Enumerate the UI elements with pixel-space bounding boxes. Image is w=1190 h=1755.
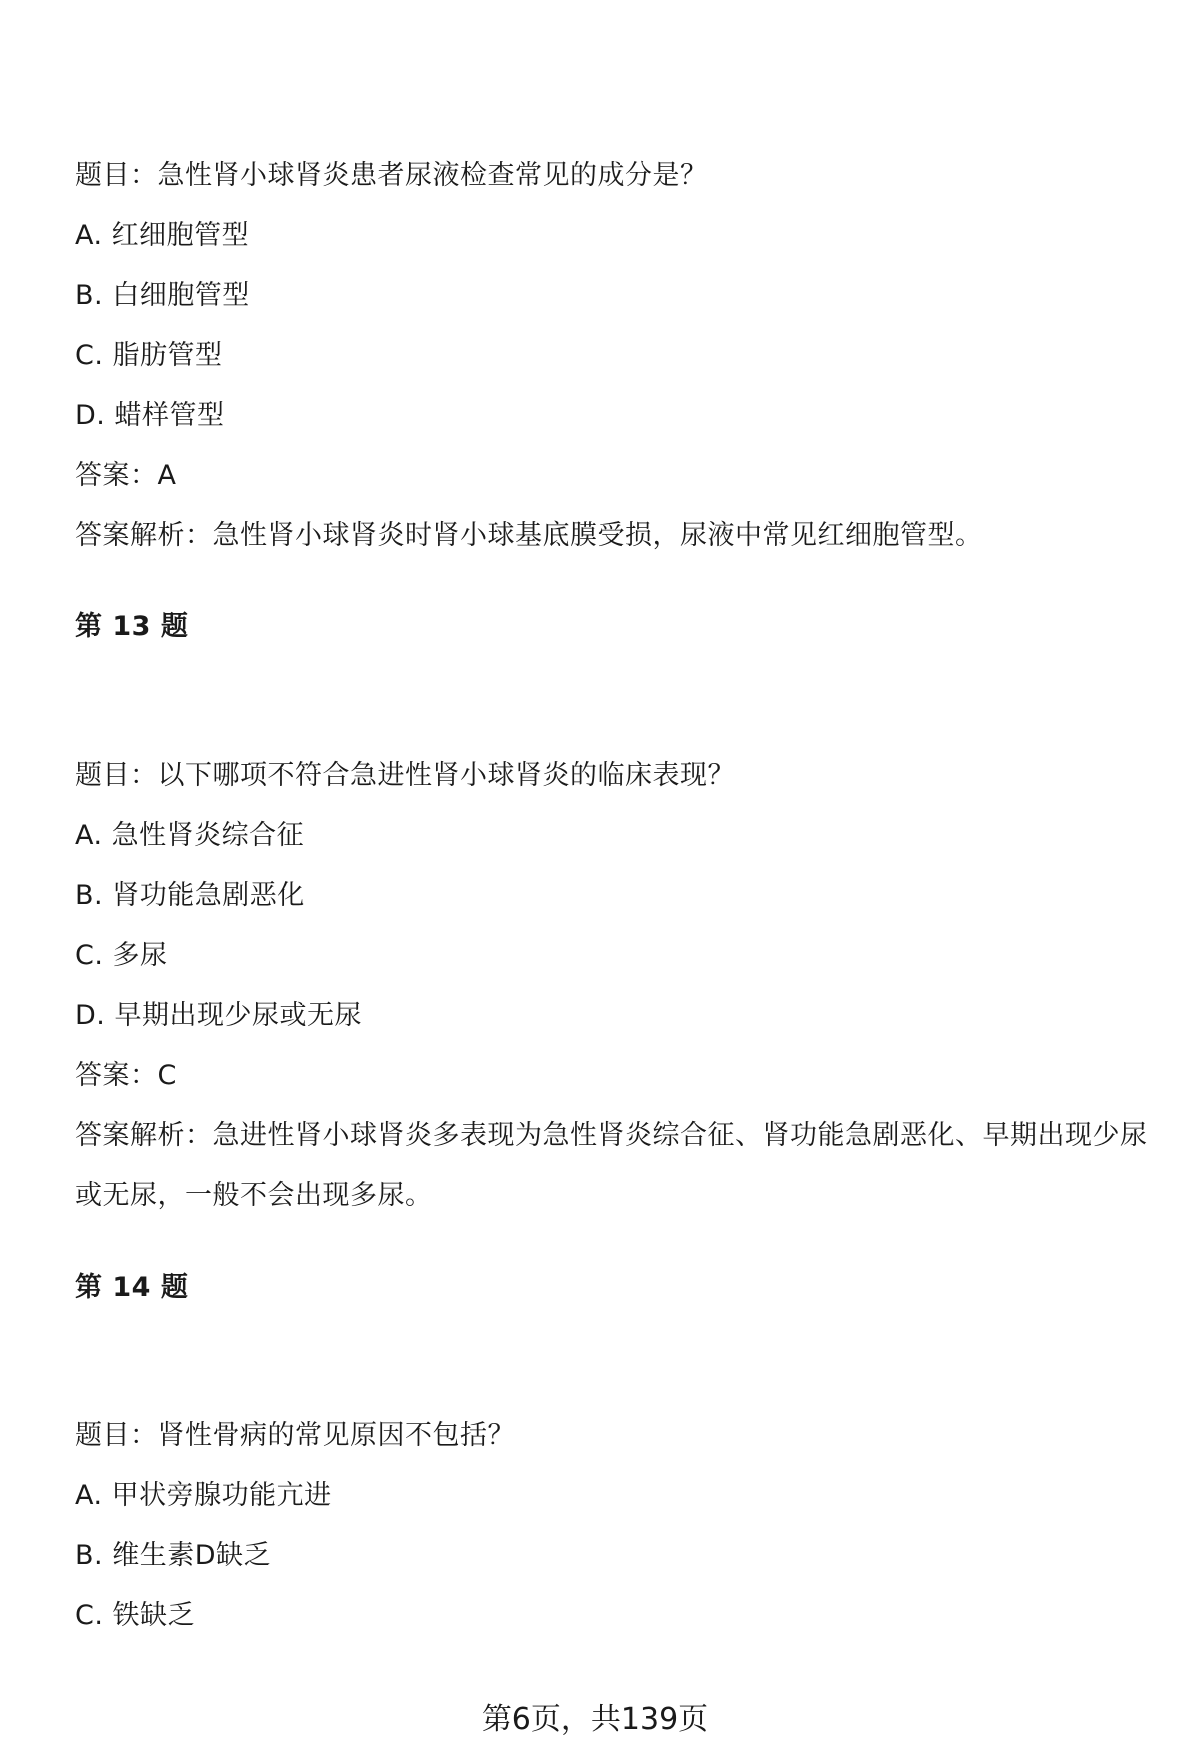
option-a: A. 红细胞管型 bbox=[75, 220, 250, 251]
option-b: B. 肾功能急剧恶化 bbox=[75, 880, 305, 911]
option-c: C. 多尿 bbox=[75, 940, 168, 971]
option-b: B. 维生素D缺乏 bbox=[75, 1540, 271, 1571]
answer: 答案：C bbox=[75, 1060, 177, 1091]
answer-explanation: 答案解析：急性肾小球肾炎时肾小球基底膜受损，尿液中常见红细胞管型。 bbox=[75, 520, 983, 551]
page-number: 第6页，共139页 bbox=[481, 1702, 709, 1737]
option-c: C. 铁缺乏 bbox=[75, 1600, 196, 1631]
option-a: A. 甲状旁腺功能亢进 bbox=[75, 1480, 332, 1511]
answer: 答案：A bbox=[75, 460, 177, 491]
question-prompt: 题目：急性肾小球肾炎患者尿液检查常见的成分是？ bbox=[75, 160, 708, 191]
question-heading: 第 14 题 bbox=[75, 1272, 189, 1303]
option-d: D. 蜡样管型 bbox=[75, 400, 225, 431]
option-a: A. 急性肾炎综合征 bbox=[75, 820, 305, 851]
option-b: B. 白细胞管型 bbox=[75, 280, 250, 311]
question-heading: 第 13 题 bbox=[75, 611, 189, 642]
option-d: D. 早期出现少尿或无尿 bbox=[75, 1000, 362, 1031]
question-prompt: 题目：以下哪项不符合急进性肾小球肾炎的临床表现？ bbox=[75, 760, 735, 791]
question-prompt: 题目：肾性骨病的常见原因不包括？ bbox=[75, 1420, 515, 1451]
answer-explanation: 答案解析：急进性肾小球肾炎多表现为急性肾炎综合征、肾功能急剧恶化、早期出现少尿或无尿，一般不会出现多尿。 bbox=[75, 1120, 1148, 1211]
option-c: C. 脂肪管型 bbox=[75, 340, 223, 371]
